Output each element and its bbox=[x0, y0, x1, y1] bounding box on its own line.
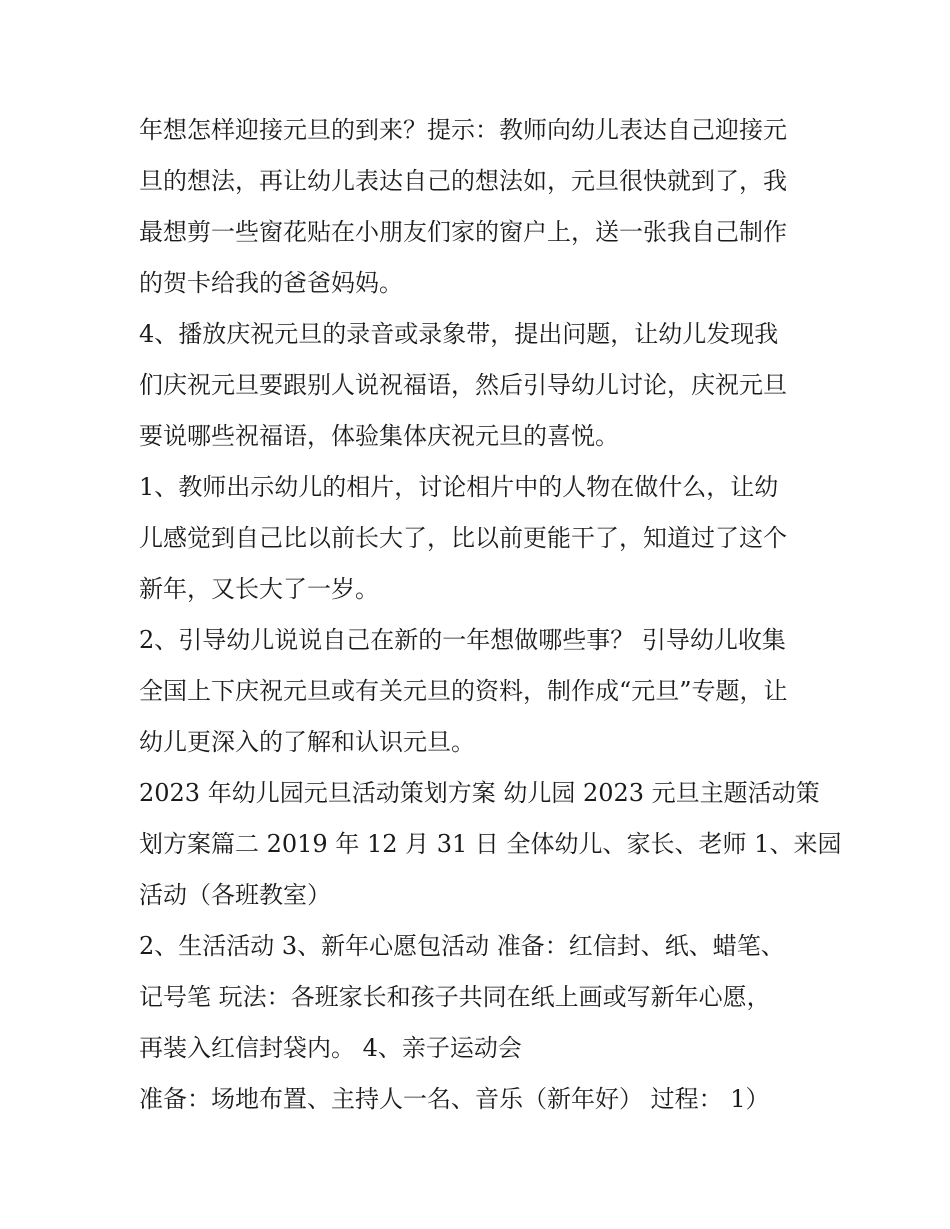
text-line: 准备：场地布置、主持人一名、音乐（新年好） 过程： 1） bbox=[139, 1085, 770, 1113]
text-line: 划方案篇二 2019 年 12 月 31 日 全体幼儿、家长、老师 1、来园 bbox=[139, 830, 842, 858]
text-line: 幼儿更深入的了解和认识元旦。 bbox=[139, 728, 475, 756]
text-line: 的贺卡给我的爸爸妈妈。 bbox=[139, 269, 403, 297]
text-line: 1、教师出示幼儿的相片，讨论相片中的人物在做什么，让幼 bbox=[139, 473, 779, 501]
text-line: 2、生活活动 3、新年心愿包活动 准备：红信封、纸、蜡笔、 bbox=[139, 932, 785, 960]
text-line: 新年，又长大了一岁。 bbox=[139, 575, 379, 603]
text-line: 活动（各班教室） bbox=[139, 881, 331, 909]
text-line: 2023 年幼儿园元旦活动策划方案 幼儿园 2023 元旦主题活动策 bbox=[139, 779, 820, 807]
text-line: 2、引导幼儿说说自己在新的一年想做哪些事？ 引导幼儿收集 bbox=[139, 626, 786, 654]
text-line: 最想剪一些窗花贴在小朋友们家的窗户上，送一张我自己制作 bbox=[139, 218, 787, 246]
text-line: 4、播放庆祝元旦的录音或录象带，提出问题，让幼儿发现我 bbox=[139, 320, 779, 348]
text-line: 们庆祝元旦要跟别人说祝福语，然后引导幼儿讨论，庆祝元旦 bbox=[139, 371, 787, 399]
text-line: 全国上下庆祝元旦或有关元旦的资料，制作成“元旦”专题，让 bbox=[139, 677, 788, 705]
text-line: 旦的想法，再让幼儿表达自己的想法如，元旦很快就到了，我 bbox=[139, 167, 787, 195]
text-line: 记号笔 玩法：各班家长和孩子共同在纸上画或写新年心愿， bbox=[139, 983, 771, 1011]
text-line: 再装入红信封袋内。 4、亲子运动会 bbox=[139, 1034, 522, 1062]
document-body bbox=[139, 105, 842, 1125]
text-line: 年想怎样迎接元旦的到来？提示：教师向幼儿表达自己迎接元 bbox=[139, 116, 787, 144]
text-line: 要说哪些祝福语，体验集体庆祝元旦的喜悦。 bbox=[139, 422, 619, 450]
text-line: 儿感觉到自己比以前长大了，比以前更能干了，知道过了这个 bbox=[139, 524, 787, 552]
